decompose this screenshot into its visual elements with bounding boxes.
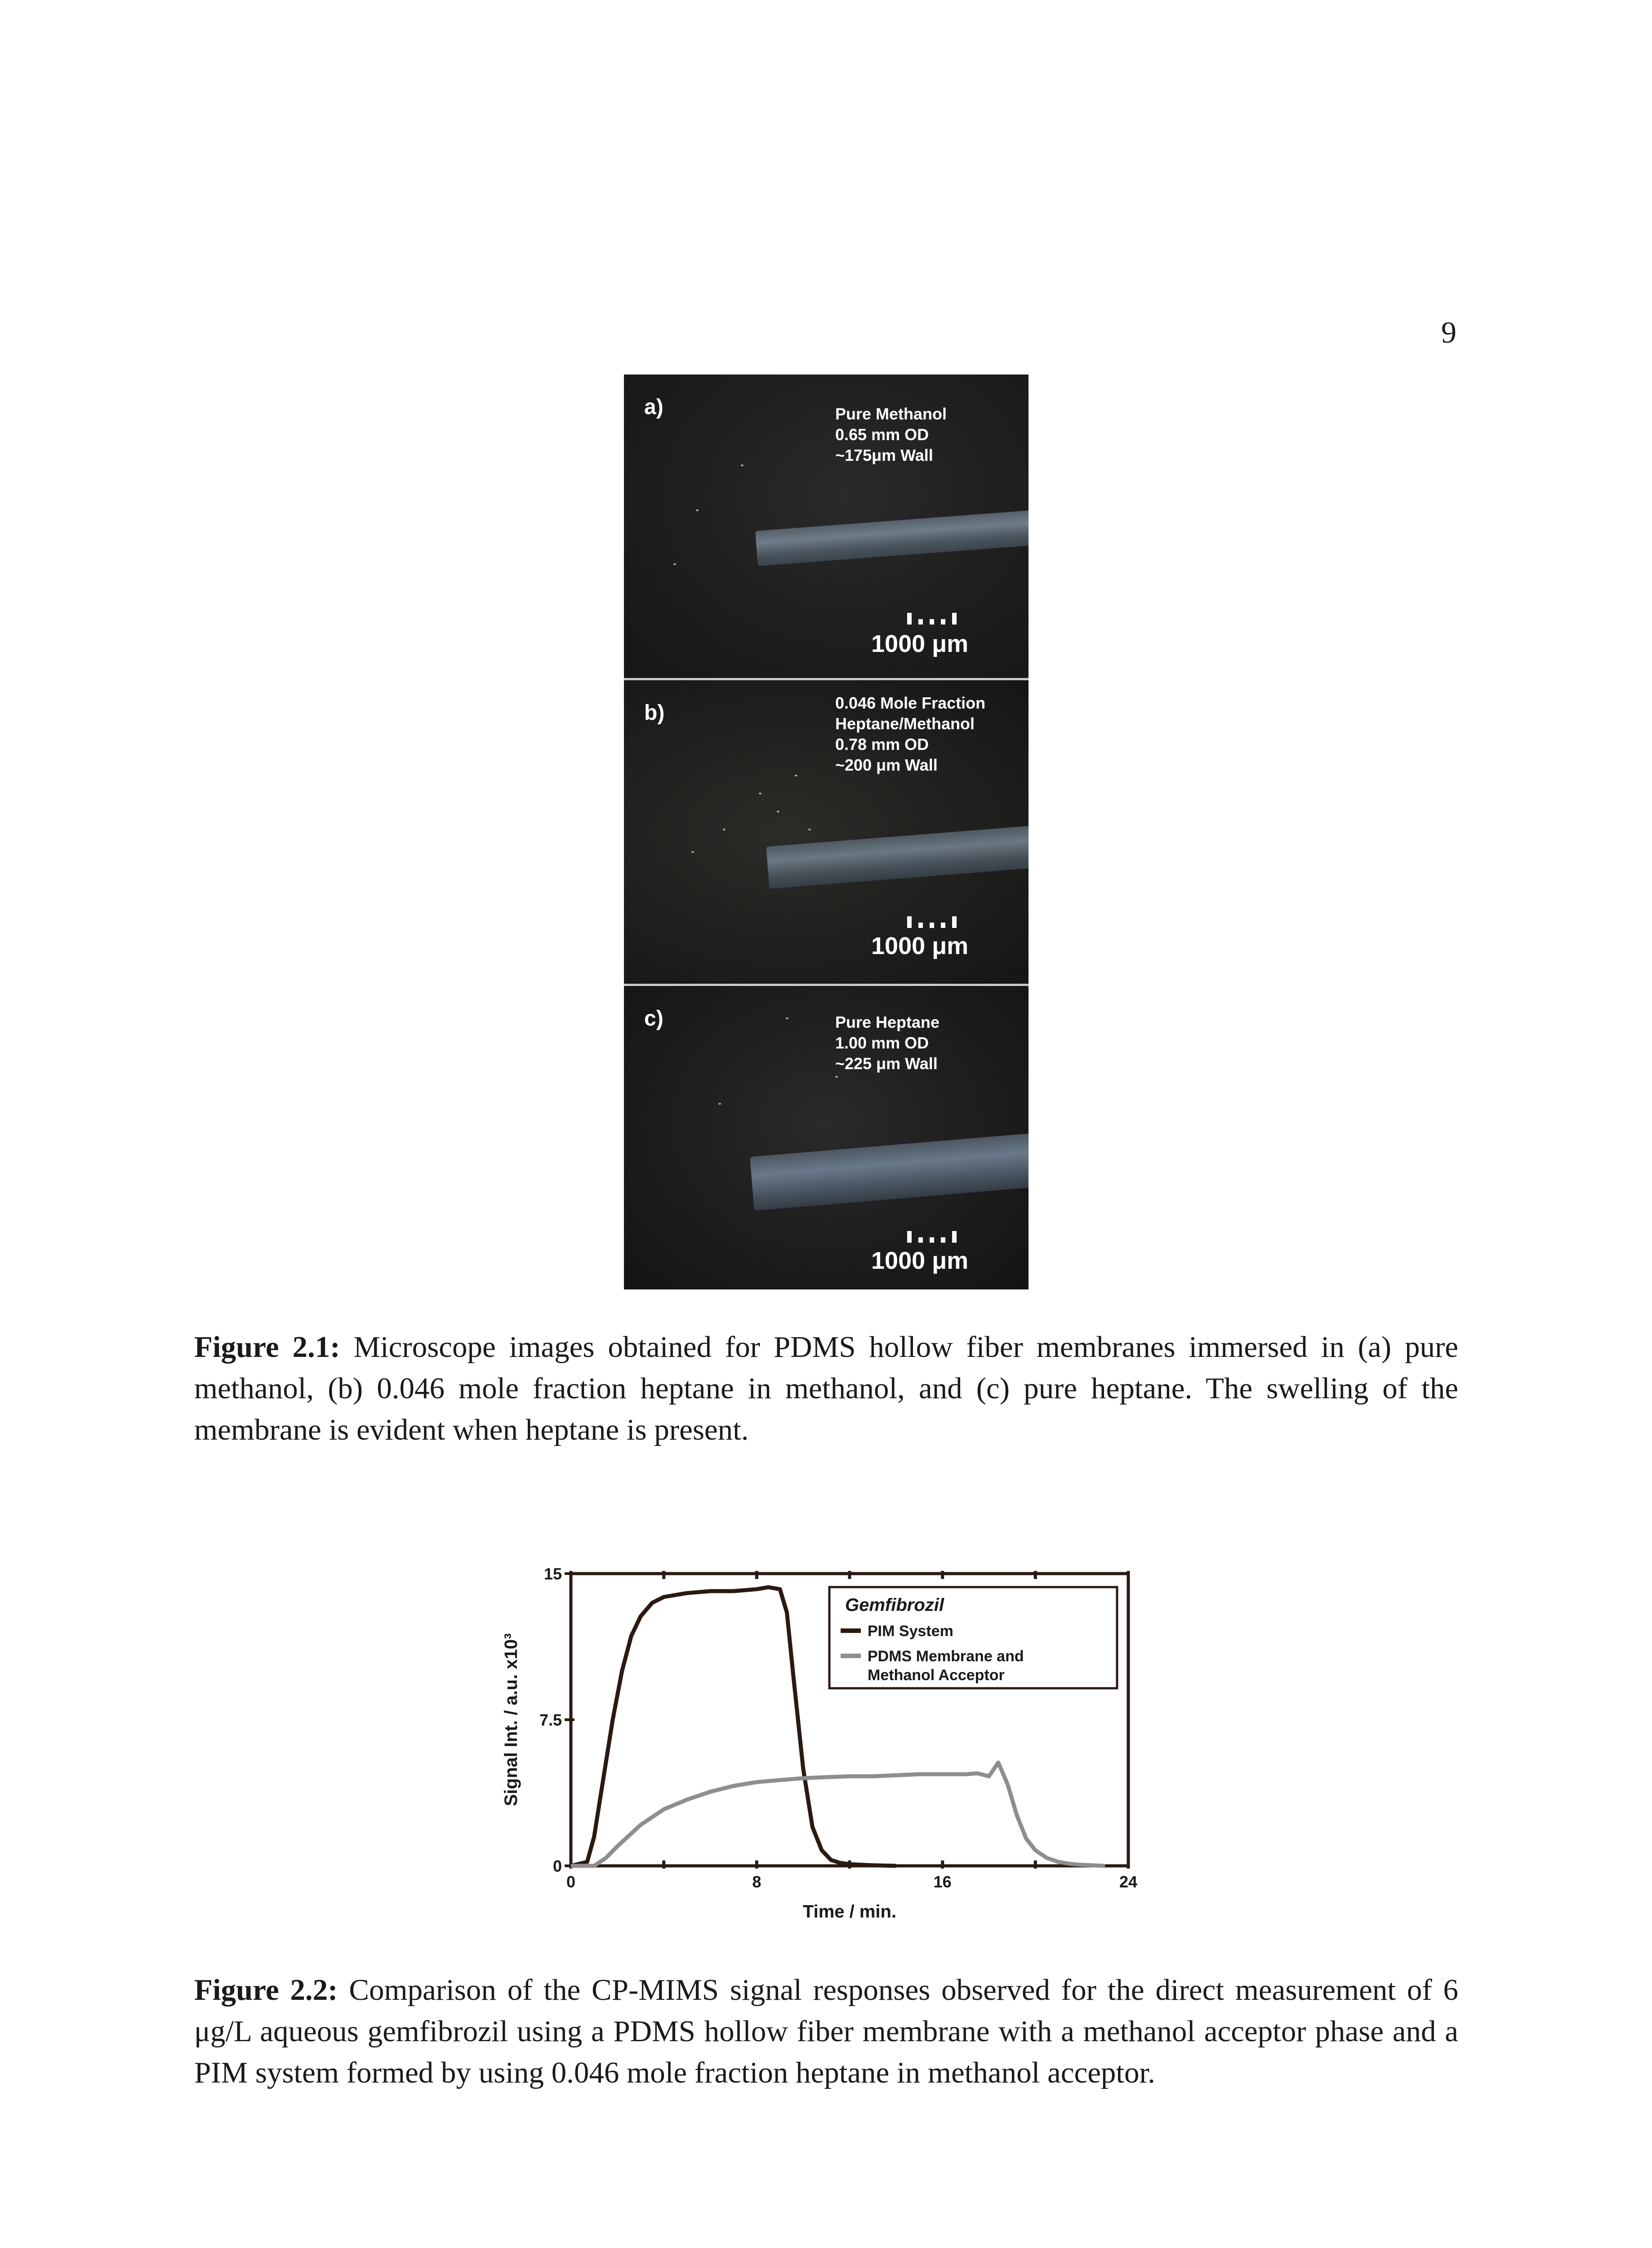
hollow-fiber — [750, 1133, 1029, 1211]
signal-response-chart — [490, 1547, 1164, 1929]
panel-letter: a) — [644, 395, 663, 419]
y-axis-label: Signal Int. / a.u. x10³ — [501, 1633, 521, 1806]
x-axis-label: Time / min. — [802, 1902, 897, 1922]
panel-line: 1.00 mm OD — [835, 1034, 929, 1052]
panel-description — [835, 404, 947, 466]
microscope-figure — [624, 375, 1029, 1289]
scale-bar-label: 1000 μm — [871, 1247, 969, 1274]
caption-label: Figure 2.2: — [194, 1973, 338, 2007]
hollow-fiber — [766, 825, 1029, 889]
caption-text: Microscope images obtained for PDMS hollow fiber membranes immersed in (a) pure methanol, (b) 0.046 mole fraction heptane in methanol, and (c) pure heptane. The swelling of the membrane is evident when heptane is present. — [194, 1330, 1458, 1446]
legend-label-pdms-line1: PDMS Membrane and — [868, 1648, 1024, 1665]
caption-label: Figure 2.1: — [194, 1330, 340, 1364]
panel-description — [835, 1012, 940, 1074]
legend-label-pdms-line2: Methanol Acceptor — [868, 1667, 1005, 1684]
page-number: 9 — [1441, 315, 1456, 349]
scale-bar-ticks — [907, 613, 957, 624]
panel-line: Pure Heptane — [835, 1013, 940, 1031]
figure-2-1-caption — [194, 1326, 1458, 1450]
hollow-fiber — [755, 510, 1029, 566]
legend-label-pim: PIM System — [868, 1623, 953, 1640]
y-tick-label: 15 — [543, 1565, 562, 1583]
scale-bar-ticks — [907, 916, 957, 928]
panel-letter: c) — [644, 1007, 663, 1030]
panel-line: Pure Methanol — [835, 405, 947, 423]
legend-title: Gemfibrozil — [845, 1595, 944, 1615]
microscope-panel-a — [624, 375, 1029, 678]
microscope-panel-c — [624, 986, 1029, 1289]
scale-bar-label: 1000 μm — [871, 630, 969, 657]
panel-line: ~225 μm Wall — [835, 1054, 938, 1073]
x-tick-label: 0 — [566, 1873, 576, 1891]
panel-line: ~175μm Wall — [835, 446, 933, 464]
y-tick-label: 0 — [552, 1857, 562, 1875]
caption-text: Comparison of the CP-MIMS signal responses observed for the direct measurement of 6 μg/L aqueous gemfibrozil using a PDMS hollow fiber membrane with a methanol acceptor phase and a PIM system formed by using 0.046 mole fraction heptane in methanol acceptor. — [194, 1973, 1458, 2089]
panel-line: 0.65 mm OD — [835, 425, 929, 444]
panel-line: ~200 μm Wall — [835, 756, 938, 774]
x-tick-label: 24 — [1119, 1873, 1138, 1891]
scale-bar-ticks — [907, 1231, 957, 1243]
y-tick-label: 7.5 — [539, 1711, 562, 1729]
panel-line: 0.046 Mole Fraction — [835, 694, 986, 712]
panel-description — [835, 693, 985, 776]
microscope-panel-b — [624, 680, 1029, 984]
scale-bar-label: 1000 μm — [871, 932, 969, 959]
series-line-pdms-membrane — [571, 1762, 1105, 1866]
panel-line: Heptane/Methanol — [835, 714, 975, 733]
figure-2-2-caption — [194, 1969, 1458, 2093]
panel-line: 0.78 mm OD — [835, 735, 929, 754]
x-tick-label: 16 — [933, 1873, 952, 1891]
panel-letter: b) — [644, 701, 665, 725]
x-tick-label: 8 — [752, 1873, 761, 1891]
legend — [829, 1587, 1117, 1688]
